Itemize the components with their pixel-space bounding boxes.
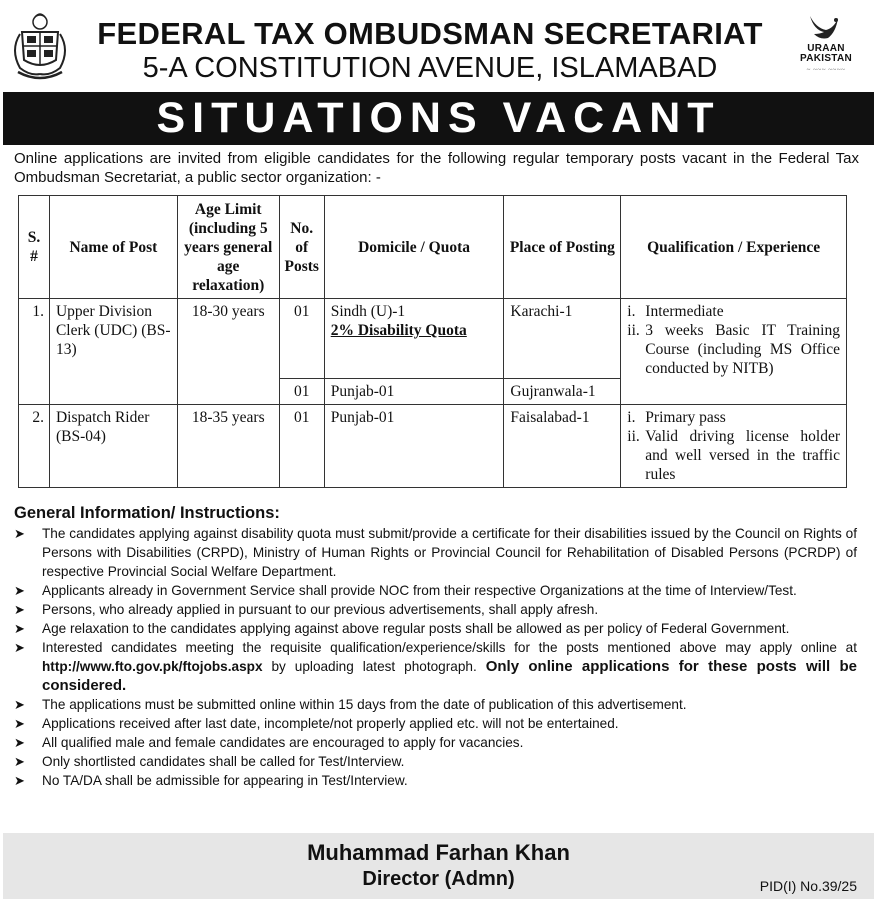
- situations-vacant-banner: SITUATIONS VACANT: [3, 92, 874, 145]
- instruction-text: Only shortlisted candidates shall be called for Test/Interview.: [42, 754, 405, 769]
- qual-text: Valid driving license holder and well versed in the traffic rules: [645, 428, 840, 483]
- list-item: [14, 600, 857, 619]
- cell-place: Gujranwala-1: [504, 379, 621, 405]
- organization-title: FEDERAL TAX OMBUDSMAN SECRETARIAT: [97, 16, 763, 51]
- cell-place: Faisalabad-1: [504, 405, 621, 488]
- arrow-bullet-icon: ➤: [14, 526, 25, 541]
- jobs-portal-link[interactable]: http://www.fto.gov.pk/ftojobs.aspx: [42, 659, 263, 674]
- uraan-logo-line2: PAKISTAN: [799, 53, 853, 64]
- instruction-text: No TA/DA shall be admissible for appearing in Test/Interview.: [42, 773, 408, 788]
- arrow-bullet-icon: ➤: [14, 754, 25, 769]
- qual-number: ii.: [627, 428, 640, 445]
- instruction-text: The candidates applying against disability quota must submit/provide a certificate for their disabilities issued by the Council on Rights of Persons with Disabilities (CRPD), Ministry of Human Rights or Provincial Council for Rehabilitation of Disabled Persons (PCRDP) of respective Provincial Social Welfare Department.: [42, 526, 857, 579]
- organization-address: 5-A CONSTITUTION AVENUE, ISLAMABAD: [142, 52, 718, 84]
- qual-number: i.: [627, 303, 636, 320]
- online-apply-text: Interested candidates meeting the requisite qualification/experience/skills for the posts mentioned above may apply online at: [42, 640, 857, 655]
- cell-domicile: Punjab-01: [324, 379, 504, 405]
- cell-place: Karachi-1: [504, 299, 621, 379]
- list-item: [14, 695, 857, 714]
- cell-posts: 01: [279, 405, 324, 488]
- instruction-text: Age relaxation to the candidates applying against above regular posts shall be allowed as per policy of Federal Government.: [42, 621, 790, 636]
- arrow-bullet-icon: ➤: [14, 621, 25, 636]
- list-item: [627, 427, 840, 484]
- state-emblem-icon: [8, 10, 72, 86]
- list-item: [627, 408, 840, 427]
- header-place: Place of Posting: [504, 196, 621, 299]
- cell-sn: 1.: [19, 299, 50, 405]
- list-item: [14, 733, 857, 752]
- header-qualification: Qualification / Experience: [621, 196, 847, 299]
- signatory-name: Muhammad Farhan Khan: [307, 840, 570, 865]
- list-item: [14, 524, 857, 581]
- list-item: [14, 771, 857, 790]
- online-apply-text-2: by uploading latest photograph.: [271, 659, 477, 674]
- cell-qualification: [621, 405, 847, 488]
- cell-posts: 01: [279, 299, 324, 379]
- online-only-notice: Only online applications for these posts will be considered.: [42, 658, 858, 694]
- cell-domicile: [324, 299, 504, 379]
- list-item: [14, 752, 857, 771]
- table-row: [19, 405, 847, 488]
- qual-number: i.: [627, 409, 636, 426]
- list-item: [627, 321, 840, 378]
- arrow-bullet-icon: ➤: [14, 602, 25, 617]
- arrow-bullet-icon: ➤: [14, 716, 25, 731]
- list-item: [627, 302, 840, 321]
- cell-posts: 01: [279, 379, 324, 405]
- uraan-pakistan-logo: [786, 14, 866, 92]
- header-sn: S. #: [19, 196, 50, 299]
- header-no-of-posts: No. of Posts: [279, 196, 324, 299]
- arrow-bullet-icon: ➤: [14, 773, 25, 788]
- arrow-bullet-icon: ➤: [14, 583, 25, 598]
- header-domicile: Domicile / Quota: [324, 196, 504, 299]
- uraan-bird-icon: [806, 14, 846, 44]
- letterhead: [0, 0, 877, 92]
- qual-text: Primary pass: [645, 409, 726, 426]
- instruction-text: [42, 638, 857, 695]
- instruction-text: The applications must be submitted online within 15 days from the date of publication of this advertisement.: [42, 697, 687, 712]
- qual-text: Intermediate: [645, 303, 724, 320]
- table-row: [19, 299, 847, 379]
- instructions-list: [14, 524, 857, 790]
- uraan-signature-icon: ~ ~~~ ~~~~: [806, 66, 846, 74]
- cell-domicile: Punjab-01: [324, 405, 504, 488]
- qual-text: 3 weeks Basic IT Training Course (including MS Office conducted by NITB): [645, 322, 840, 377]
- signatory-designation: Director (Admn): [362, 868, 515, 890]
- domicile-text: Sindh (U)-1: [330, 303, 406, 320]
- header-name-of-post: Name of Post: [49, 196, 177, 299]
- list-item: [14, 714, 857, 733]
- instruction-text: Applicants already in Government Service shall provide NOC from their respective Organizations at the time of Interview/Test.: [42, 583, 797, 598]
- arrow-bullet-icon: ➤: [14, 735, 25, 750]
- cell-post-name: Dispatch Rider (BS-04): [49, 405, 177, 488]
- cell-age: 18-30 years: [177, 299, 279, 405]
- cell-qualification: [621, 299, 847, 405]
- disability-quota-note: 2% Disability Quota: [330, 322, 467, 339]
- pid-number: PID(I) No.39/25: [759, 878, 857, 894]
- list-item: [14, 619, 857, 638]
- qual-number: ii.: [627, 322, 640, 339]
- intro-text: Online applications are invited from eligible candidates for the following regular temporary posts vacant in the Federal Tax Ombudsman Secretariat, a public sector organization: -: [14, 150, 859, 186]
- arrow-bullet-icon: ➤: [14, 640, 25, 655]
- list-item: [14, 638, 857, 695]
- table-header-row: [19, 196, 847, 299]
- header-age-limit: Age Limit (including 5 years general age relaxation): [177, 196, 279, 299]
- cell-sn: 2.: [19, 405, 50, 488]
- instruction-text: All qualified male and female candidates are encouraged to apply for vacancies.: [42, 735, 524, 750]
- general-info-heading: General Information/ Instructions:: [14, 504, 280, 522]
- instruction-text: Applications received after last date, incomplete/not properly applied etc. will not be entertained.: [42, 716, 619, 731]
- instruction-text: Persons, who already applied in pursuant to our previous advertisements, shall apply afresh.: [42, 602, 599, 617]
- qualification-list: [627, 408, 840, 484]
- cell-post-name: Upper Division Clerk (UDC) (BS-13): [49, 299, 177, 405]
- qualification-list: [627, 302, 840, 378]
- list-item: [14, 581, 857, 600]
- arrow-bullet-icon: ➤: [14, 697, 25, 712]
- cell-age: 18-35 years: [177, 405, 279, 488]
- vacancy-table: [18, 195, 847, 488]
- uraan-logo-line1: URAAN: [807, 43, 845, 54]
